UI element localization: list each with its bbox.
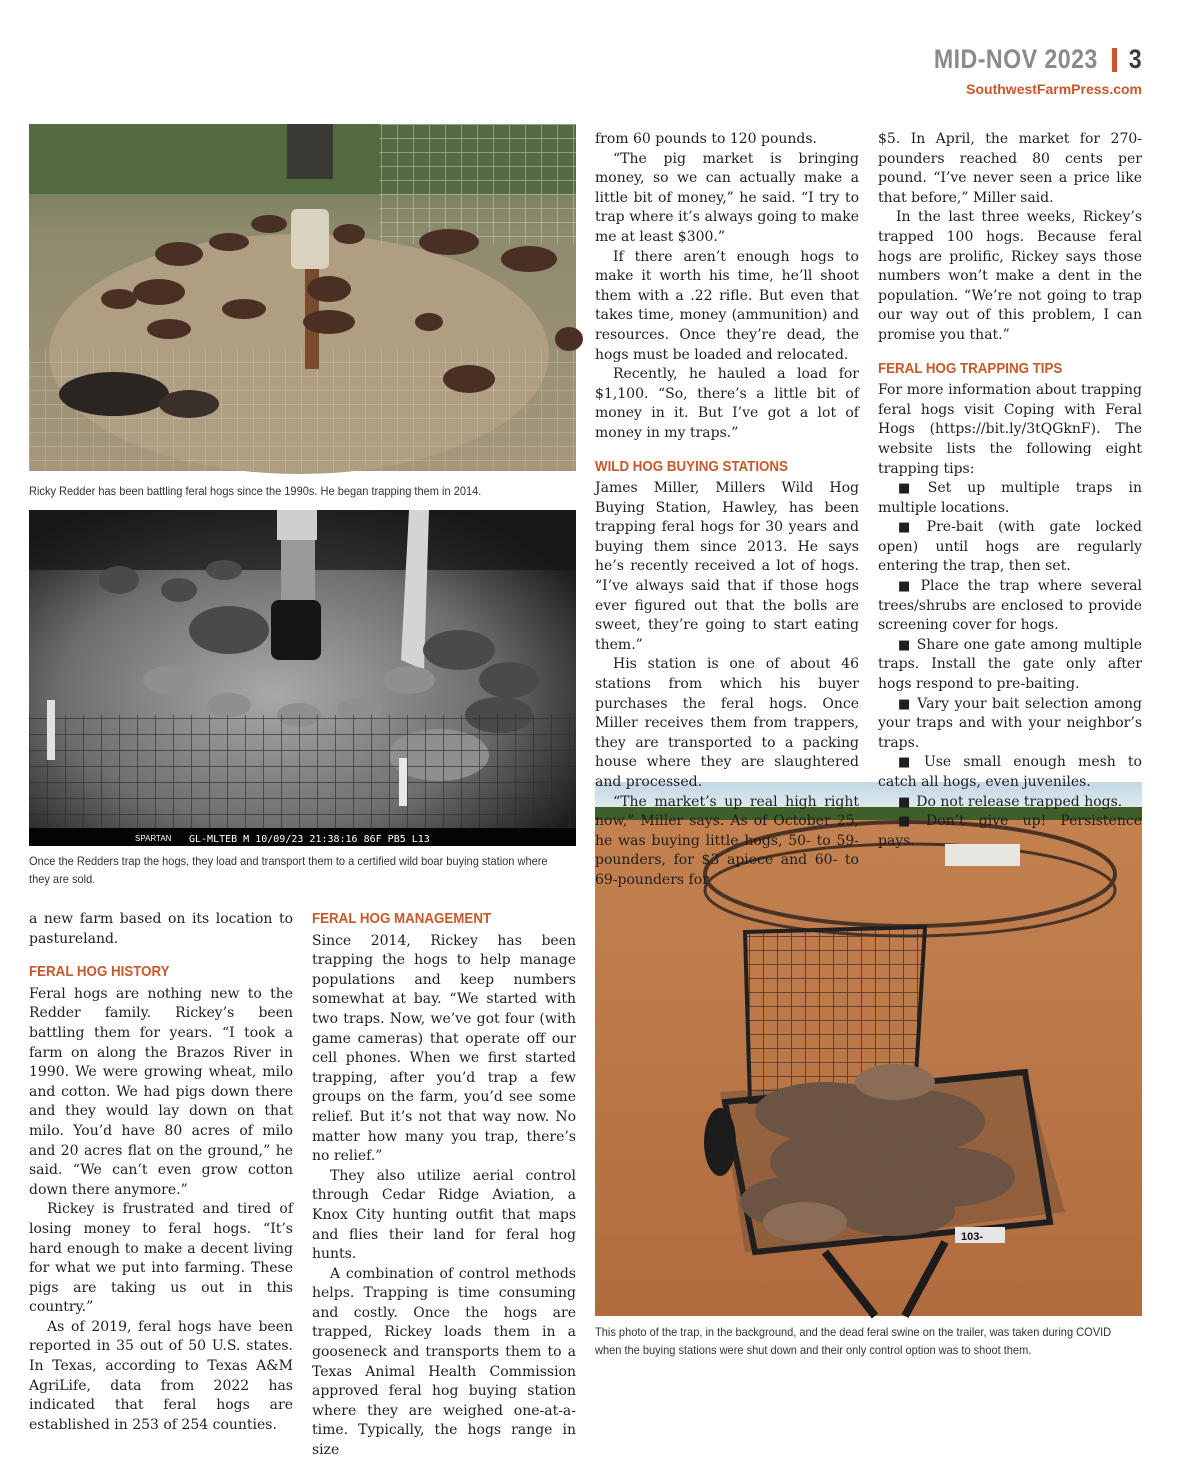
col1-paragraph-4: As of 2019, feral hogs have been reported in 35 out of 50 U.S. states. In Texas, according to Texas A&M AgriLife, data from 2022 has indicated that feral hogs are established in 253 of 254 counties. [29,1318,293,1433]
trapping-tip: ■ Do not release trapped hogs. [878,793,1142,813]
col3-paragraph-5: James Miller, Millers Wild Hog Buying Station, Hawley, has been trapping feral hogs for 30 years and buying them since 2013. He says he’s recently received a lot of hogs. “I’ve always said that if those hogs ever figured out that the bolls are sweet, they’re going to start eating them.” [595,480,859,653]
col2-paragraph-2: They also utilize aerial control through Cedar Ridge Aviation, a Knox City hunting outfit that maps and flies their land for feral hog hunts. [312,1167,576,1263]
issue-line [934,44,1142,75]
heading-feral-hog-trapping-tips: FERAL HOG TRAPPING TIPS [878,360,1063,377]
masthead [900,44,1142,97]
photo-hogs-in-trap-day [29,124,576,471]
camera-brand: SPARTAN [135,834,172,843]
col2-paragraph-3: A combination of control methods helps. Trapping is time consuming and costly. Once the hogs are trapped, Rickey loads them in a gooseneck and transports them to a Texas Animal Health Commission approved feral hog buying station where they are weighed one-at-a-time. Typically, the hogs range in size [312,1265,576,1459]
camera-timestamp: GL-MLTEB M 10/09/23 21:38:16 86F PB5 L13 [189,834,430,845]
photo3-caption: This photo of the trap, in the background, and the dead feral swine on the trailer, was taken during COVID when the buying stations were shut down and their only control option was to shoot them. [595,1325,1112,1357]
heading-wild-hog-buying-stations: WILD HOG BUYING STATIONS [595,458,788,475]
col4-paragraph-2: In the last three weeks, Rickey’s trapped 100 hogs. Because feral hogs are prolific, Rickey says those numbers won’t make a dent in the population. “We’re not going to trap our way out of this problem, I can promise you that.” [878,209,1142,343]
col4-paragraph-1: $5. In April, the market for 270-pounders reached 80 cents per pound. “I’ve never seen a price like that before,” Miller said. [878,131,1142,206]
col3-paragraph-2: “The pig market is bringing money, so we can actually make a little bit of money,” he said. “I try to trap where it’s always going to make me at least $300.” [595,150,859,245]
photo1-caption: Ricky Redder has been battling feral hogs since the 1990s. He began trapping them in 2014. [29,484,482,498]
article-column-3 [595,130,859,891]
trapping-tips-list [878,479,1142,851]
col3-paragraph-4: Recently, he hauled a load for $1,100. “So, there’s a little bit of money in it. But I’ve got a lot of money in my traps.” [595,366,859,441]
col3-paragraph-1: from 60 pounds to 120 pounds. [595,131,818,147]
col3-paragraph-3: If there aren’t enough hogs to make it worth his time, he’ll shoot them with a .22 rifle. But even that takes time, money (ammunition) and resources. Once they’re dead, the hogs must be loaded and relocated. [595,248,859,363]
trapping-tip: ■ Pre-bait (with gate locked open) until hogs are regularly entering the trap, then set. [878,518,1142,577]
trapping-tip: ■ Use small enough mesh to catch all hogs, even juveniles. [878,753,1142,792]
trapping-tip: ■ Share one gate among multiple traps. Install the gate only after hogs respond to pre-baiting. [878,636,1142,695]
col3-paragraph-7: “The market’s up real high right now,” Miller says. As of October 25, he was buying little hogs, 50- to 59-pounders, for $3 apiece and 60- to 69-pounders for [595,793,859,888]
photo-hogs-night-image [29,510,576,846]
col1-paragraph-2: Feral hogs are nothing new to the Redder family. Rickey’s been battling them for years. “I took a farm on along the Brazos River in 1990. We were growing wheat, milo and cotton. We had pigs down there and they would lay down on that milo. You’d have 80 acres of milo and 20 acres flat on the ground,” he said. “We can’t even grow cotton down there anymore.” [29,985,293,1198]
photo-hogs-day-image [29,124,576,471]
heading-feral-hog-management: FERAL HOG MANAGEMENT [312,911,492,927]
photo-hogs-game-camera-night [29,510,576,846]
trailer-tag: 103- [961,1231,984,1243]
photo2-caption: Once the Redders trap the hogs, they load and transport them to a certified wild boar buying station where they are sold. [29,854,548,886]
issue-date: MID-NOV 2023 [933,44,1098,74]
trapping-tip: ■ Set up multiple traps in multiple locations. [878,479,1142,518]
trapping-tip: ■ Place the trap where several trees/shrubs are enclosed to provide screening cover for hogs. [878,577,1142,636]
col3-paragraph-6: His station is one of about 46 stations from which his buyer purchases the feral hogs. Once Miller receives them from trappers, they are transported to a packing house where they are slaughtered and processed. [595,656,859,790]
site-url: SouthwestFarmPress.com [966,81,1142,97]
trapping-tip: ■ Don’t give up! Persistence pays. [878,812,1142,851]
col1-paragraph-3: Rickey is frustrated and tired of losing money to feral hogs. “It’s hard enough to make a decent living for what we put into farming. These pigs are taking us out in this country.” [29,1201,293,1316]
page-number: 3 [1128,44,1142,74]
col4-paragraph-3: For more information about trapping feral hogs visit Coping with Feral Hogs (https://bit.ly/3tQGknF). The website lists the following eight trapping tips: [878,382,1142,477]
col2-paragraph-1: Since 2014, Rickey has been trapping the hogs to help manage populations and keep numbers somewhat at bay. “We started with two traps. Now, we’ve got four (with game cameras) that operate off our cell phones. When we first started trapping, after you’d trap a few groups on the farm, you’d see some relief. But it’s not that way now. No matter how many you trap, there’s no relief.” [312,932,576,1165]
heading-feral-hog-history: FERAL HOG HISTORY [29,964,170,981]
article-column-4 [878,130,1142,851]
trapping-tip: ■ Vary your bait selection among your traps and with your neighbor’s traps. [878,695,1142,754]
article-column-1 [29,910,293,1435]
article-column-2 [312,910,576,1461]
col1-paragraph-1: a new farm based on its location to pastureland. [29,911,293,947]
issue-divider [1111,48,1116,72]
